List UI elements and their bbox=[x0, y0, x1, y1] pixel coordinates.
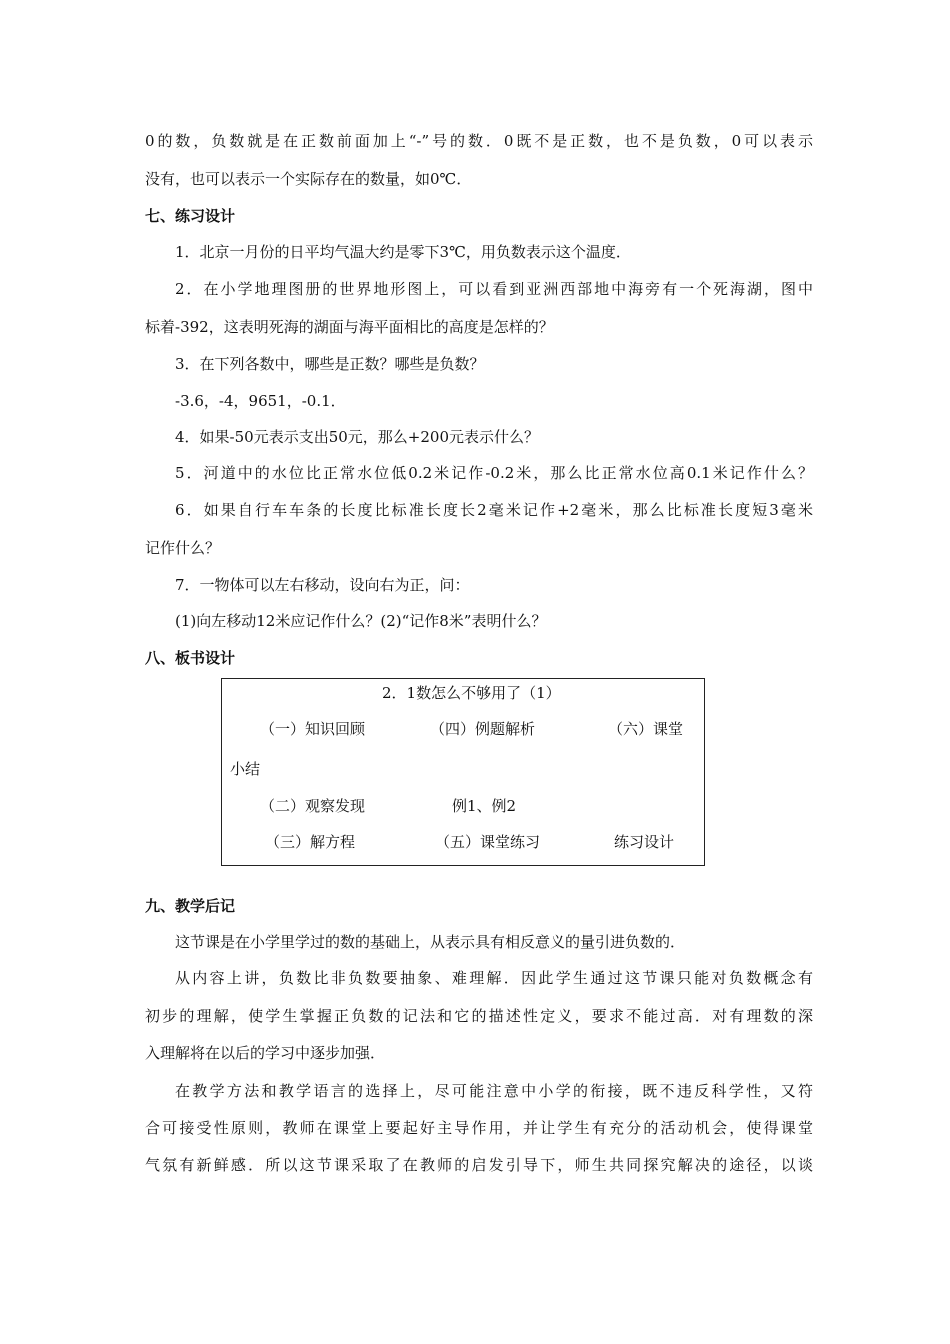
exercise-7-sub: (1)向左移动12米应记作什么？(2)“记作8米”表明什么？ bbox=[175, 612, 547, 630]
reflection-p3-line-1: 在教学方法和教学语言的选择上，尽可能注意中小学的衔接，既不违反科学性，又符 bbox=[175, 1082, 813, 1100]
reflection-p3-line-3: 气氛有新鲜感．所以这节课采取了在教师的启发引导下，师生共同探究解决的途径，以谈 bbox=[145, 1156, 813, 1174]
reflection-p2-line-1: 从内容上讲，负数比非负数要抽象、难理解．因此学生通过这节课只能对负数概念有 bbox=[175, 969, 813, 987]
exercise-4: 4．如果-50元表示支出50元，那么+200元表示什么？ bbox=[175, 428, 539, 446]
board-item-class-summary-wrap: 小结 bbox=[230, 760, 261, 778]
board-item-class-practice: （五）课堂练习 bbox=[435, 833, 541, 851]
board-item-exercise-design: 练习设计 bbox=[614, 833, 675, 851]
exercise-3: 3．在下列各数中，哪些是正数？哪些是负数？ bbox=[175, 355, 485, 373]
intro-line-1: 0的数，负数就是在正数前面加上“-”号的数．0既不是正数，也不是负数，0可以表示 bbox=[145, 132, 813, 150]
board-item-class-summary: （六）课堂 bbox=[608, 720, 684, 738]
board-design-box bbox=[221, 678, 705, 866]
board-title: 2．1数怎么不够用了（1） bbox=[382, 684, 561, 702]
intro-line-2: 没有，也可以表示一个实际存在的数量，如0℃． bbox=[145, 170, 472, 188]
exercise-7: 7．一物体可以左右移动，设向右为正，问： bbox=[175, 576, 470, 594]
exercise-3-numbers: -3.6，-4，9651，-0.1． bbox=[175, 392, 346, 410]
board-item-examples: 例1、例2 bbox=[452, 797, 517, 815]
board-item-solve-equation: （三）解方程 bbox=[265, 833, 356, 851]
board-item-observe-discover: （二）观察发现 bbox=[260, 797, 366, 815]
section-7-heading: 七、练习设计 bbox=[145, 207, 236, 225]
exercise-2-line-2: 标着-392，这表明死海的湖面与海平面相比的高度是怎样的？ bbox=[145, 318, 554, 336]
exercise-6-line-1: 6．如果自行车车条的长度比标准长度长2毫米记作+2毫米，那么比标准长度短3毫米 bbox=[175, 501, 813, 519]
reflection-p2-line-3: 入理解将在以后的学习中逐步加强． bbox=[145, 1044, 386, 1062]
section-8-heading: 八、板书设计 bbox=[145, 649, 236, 667]
exercise-5: 5．河道中的水位比正常水位低0.2米记作-0.2米，那么比正常水位高0.1米记作什么？ bbox=[175, 464, 813, 482]
reflection-p2-line-2: 初步的理解，使学生掌握正负数的记法和它的描述性定义，要求不能过高．对有理数的深 bbox=[145, 1007, 813, 1025]
board-item-knowledge-review: （一）知识回顾 bbox=[260, 720, 366, 738]
board-item-example-analysis: （四）例题解析 bbox=[430, 720, 536, 738]
section-9-heading: 九、教学后记 bbox=[145, 897, 236, 915]
reflection-p1: 这节课是在小学里学过的数的基础上，从表示具有相反意义的量引进负数的． bbox=[175, 933, 686, 951]
exercise-1: 1．北京一月份的日平均气温大约是零下3℃，用负数表示这个温度． bbox=[175, 243, 631, 261]
reflection-p3-line-2: 合可接受性原则，教师在课堂上要起好主导作用，并让学生有充分的活动机会，使得课堂 bbox=[145, 1119, 813, 1137]
exercise-2-line-1: 2．在小学地理图册的世界地形图上，可以看到亚洲西部地中海旁有一个死海湖，图中 bbox=[175, 280, 813, 298]
exercise-6-line-2: 记作什么？ bbox=[145, 539, 221, 557]
